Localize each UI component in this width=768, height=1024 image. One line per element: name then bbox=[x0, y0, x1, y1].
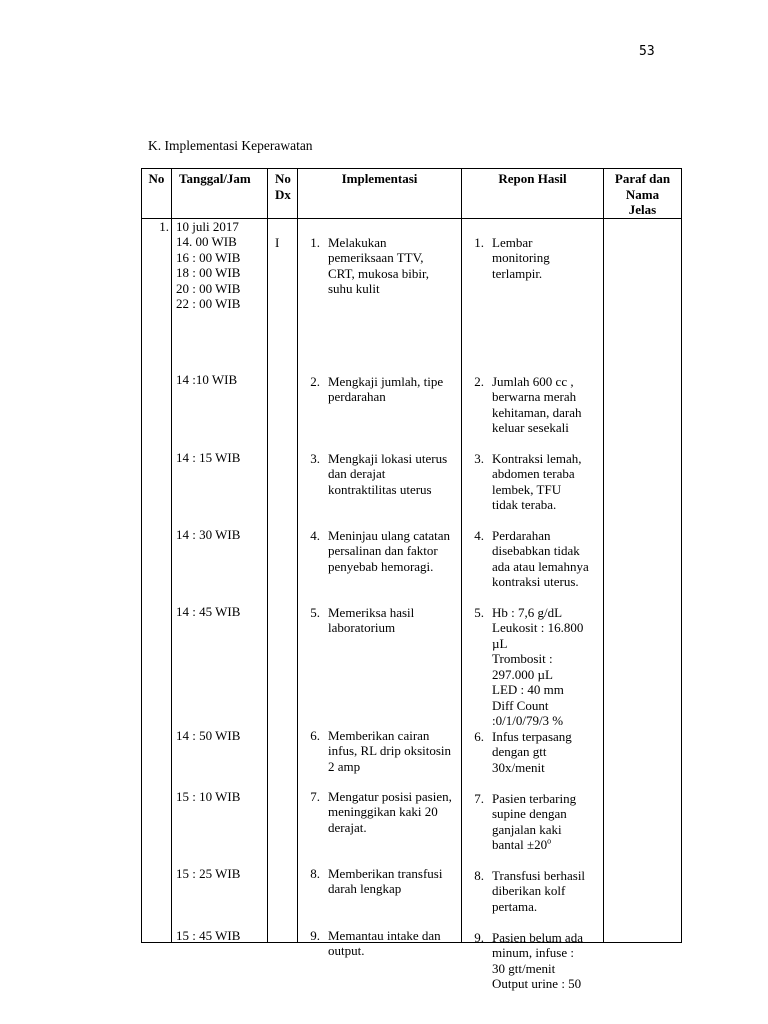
header-paraf-line1: Paraf dan bbox=[614, 171, 671, 186]
hasil-item: 5. Hb : 7,6 g/dL Leukosit : 16.800 µL Trombosit : 297.000 µL LED : 40 mm Diff Count :0/1/0/79/3 % bbox=[474, 604, 584, 728]
respon-hasil-cell bbox=[462, 218, 604, 991]
hasil-item: 9. Pasien belum ada minum, infuse : 30 gtt/menit Output urine : 50 bbox=[474, 929, 583, 991]
implementasi-item: 8. Memberikan transfusi darah lengkap bbox=[310, 865, 443, 896]
section-title: K. Implementasi Keperawatan bbox=[148, 138, 313, 153]
header-respon-hasil: Repon Hasil bbox=[462, 169, 604, 219]
row-number: 1. bbox=[142, 218, 172, 943]
implementasi-cell bbox=[298, 218, 462, 958]
implementasi-item: 5. Memeriksa hasil laboratorium bbox=[310, 604, 415, 635]
header-paraf-line2: Nama bbox=[625, 186, 660, 202]
header-paraf bbox=[604, 169, 682, 219]
header-paraf-line3: Jelas bbox=[628, 202, 657, 217]
dx-value: I bbox=[275, 234, 280, 250]
dx-cell bbox=[268, 218, 298, 943]
header-no-dx-line1: No bbox=[275, 171, 291, 186]
time-entry: 15 : 45 WIB bbox=[176, 927, 241, 943]
hasil-item: 8. Transfusi berhasil diberikan kolf pertama. bbox=[474, 867, 586, 914]
header-implementasi: Implementasi bbox=[298, 169, 462, 219]
header-no: No bbox=[142, 169, 172, 219]
time-entry: 14 : 50 WIB bbox=[176, 727, 241, 743]
hasil-item: 6. Infus terpasang dengan gtt 30x/menit bbox=[474, 728, 572, 775]
header-no-dx bbox=[268, 169, 298, 219]
implementasi-item: 9. Memantau intake dan output. bbox=[310, 927, 441, 958]
page-number: 53 bbox=[639, 44, 655, 59]
time-entry: 14 : 15 WIB bbox=[176, 449, 241, 465]
degree-symbol: o bbox=[547, 836, 552, 846]
time-entry: 14 : 45 WIB bbox=[176, 603, 241, 619]
hasil-item: 4. Perdarahan disebabkan tidak ada atau lemahnya kontraksi uterus. bbox=[474, 527, 589, 589]
hasil-item: 3. Kontraksi lemah, abdomen teraba lembek, TFU tidak teraba. bbox=[474, 450, 582, 512]
implementasi-item: 1. Melakukan pemeriksaan TTV, CRT, mukosa bibir, suhu kulit bbox=[310, 234, 430, 296]
hasil-item: 7. Pasien terbaring supine dengan ganjalan kaki bantal $\pm 20^o$ bbox=[474, 790, 577, 852]
hasil-item: 1. Lembar monitoring terlampir. bbox=[474, 234, 550, 281]
implementation-table bbox=[141, 168, 682, 991]
implementasi-item: 6. Memberikan cairan infus, RL drip oksitosin 2 amp bbox=[310, 727, 452, 774]
implementasi-item: 4. Meninjau ulang catatan persalinan dan faktor penyebab hemoragi. bbox=[310, 527, 451, 574]
header-no-dx-line2: Dx bbox=[275, 186, 291, 202]
hasil-item: 2. Jumlah 600 cc , berwarna merah kehitaman, darah keluar sesekali bbox=[474, 373, 582, 435]
implementasi-item: 2. Mengkaji jumlah, tipe perdarahan bbox=[310, 373, 444, 404]
time-entry: 10 juli 2017 14. 00 WIB 16 : 00 WIB 18 : 00 WIB 20 : 00 WIB 22 : 00 WIB bbox=[176, 218, 241, 311]
paraf-cell bbox=[604, 218, 682, 943]
time-entry: 15 : 25 WIB bbox=[176, 865, 241, 881]
implementasi-item: 3. Mengkaji lokasi uterus dan derajat kontraktilitas uterus bbox=[310, 450, 448, 497]
time-entry: 15 : 10 WIB bbox=[176, 788, 241, 804]
time-entry: 14 :10 WIB bbox=[176, 371, 238, 387]
time-entry: 14 : 30 WIB bbox=[176, 526, 241, 542]
header-tanggal-jam: Tanggal/Jam bbox=[172, 169, 268, 219]
tanggal-jam-cell bbox=[172, 218, 268, 943]
implementasi-item: 7. Mengatur posisi pasien, meninggikan kaki 20 derajat. bbox=[310, 788, 452, 835]
